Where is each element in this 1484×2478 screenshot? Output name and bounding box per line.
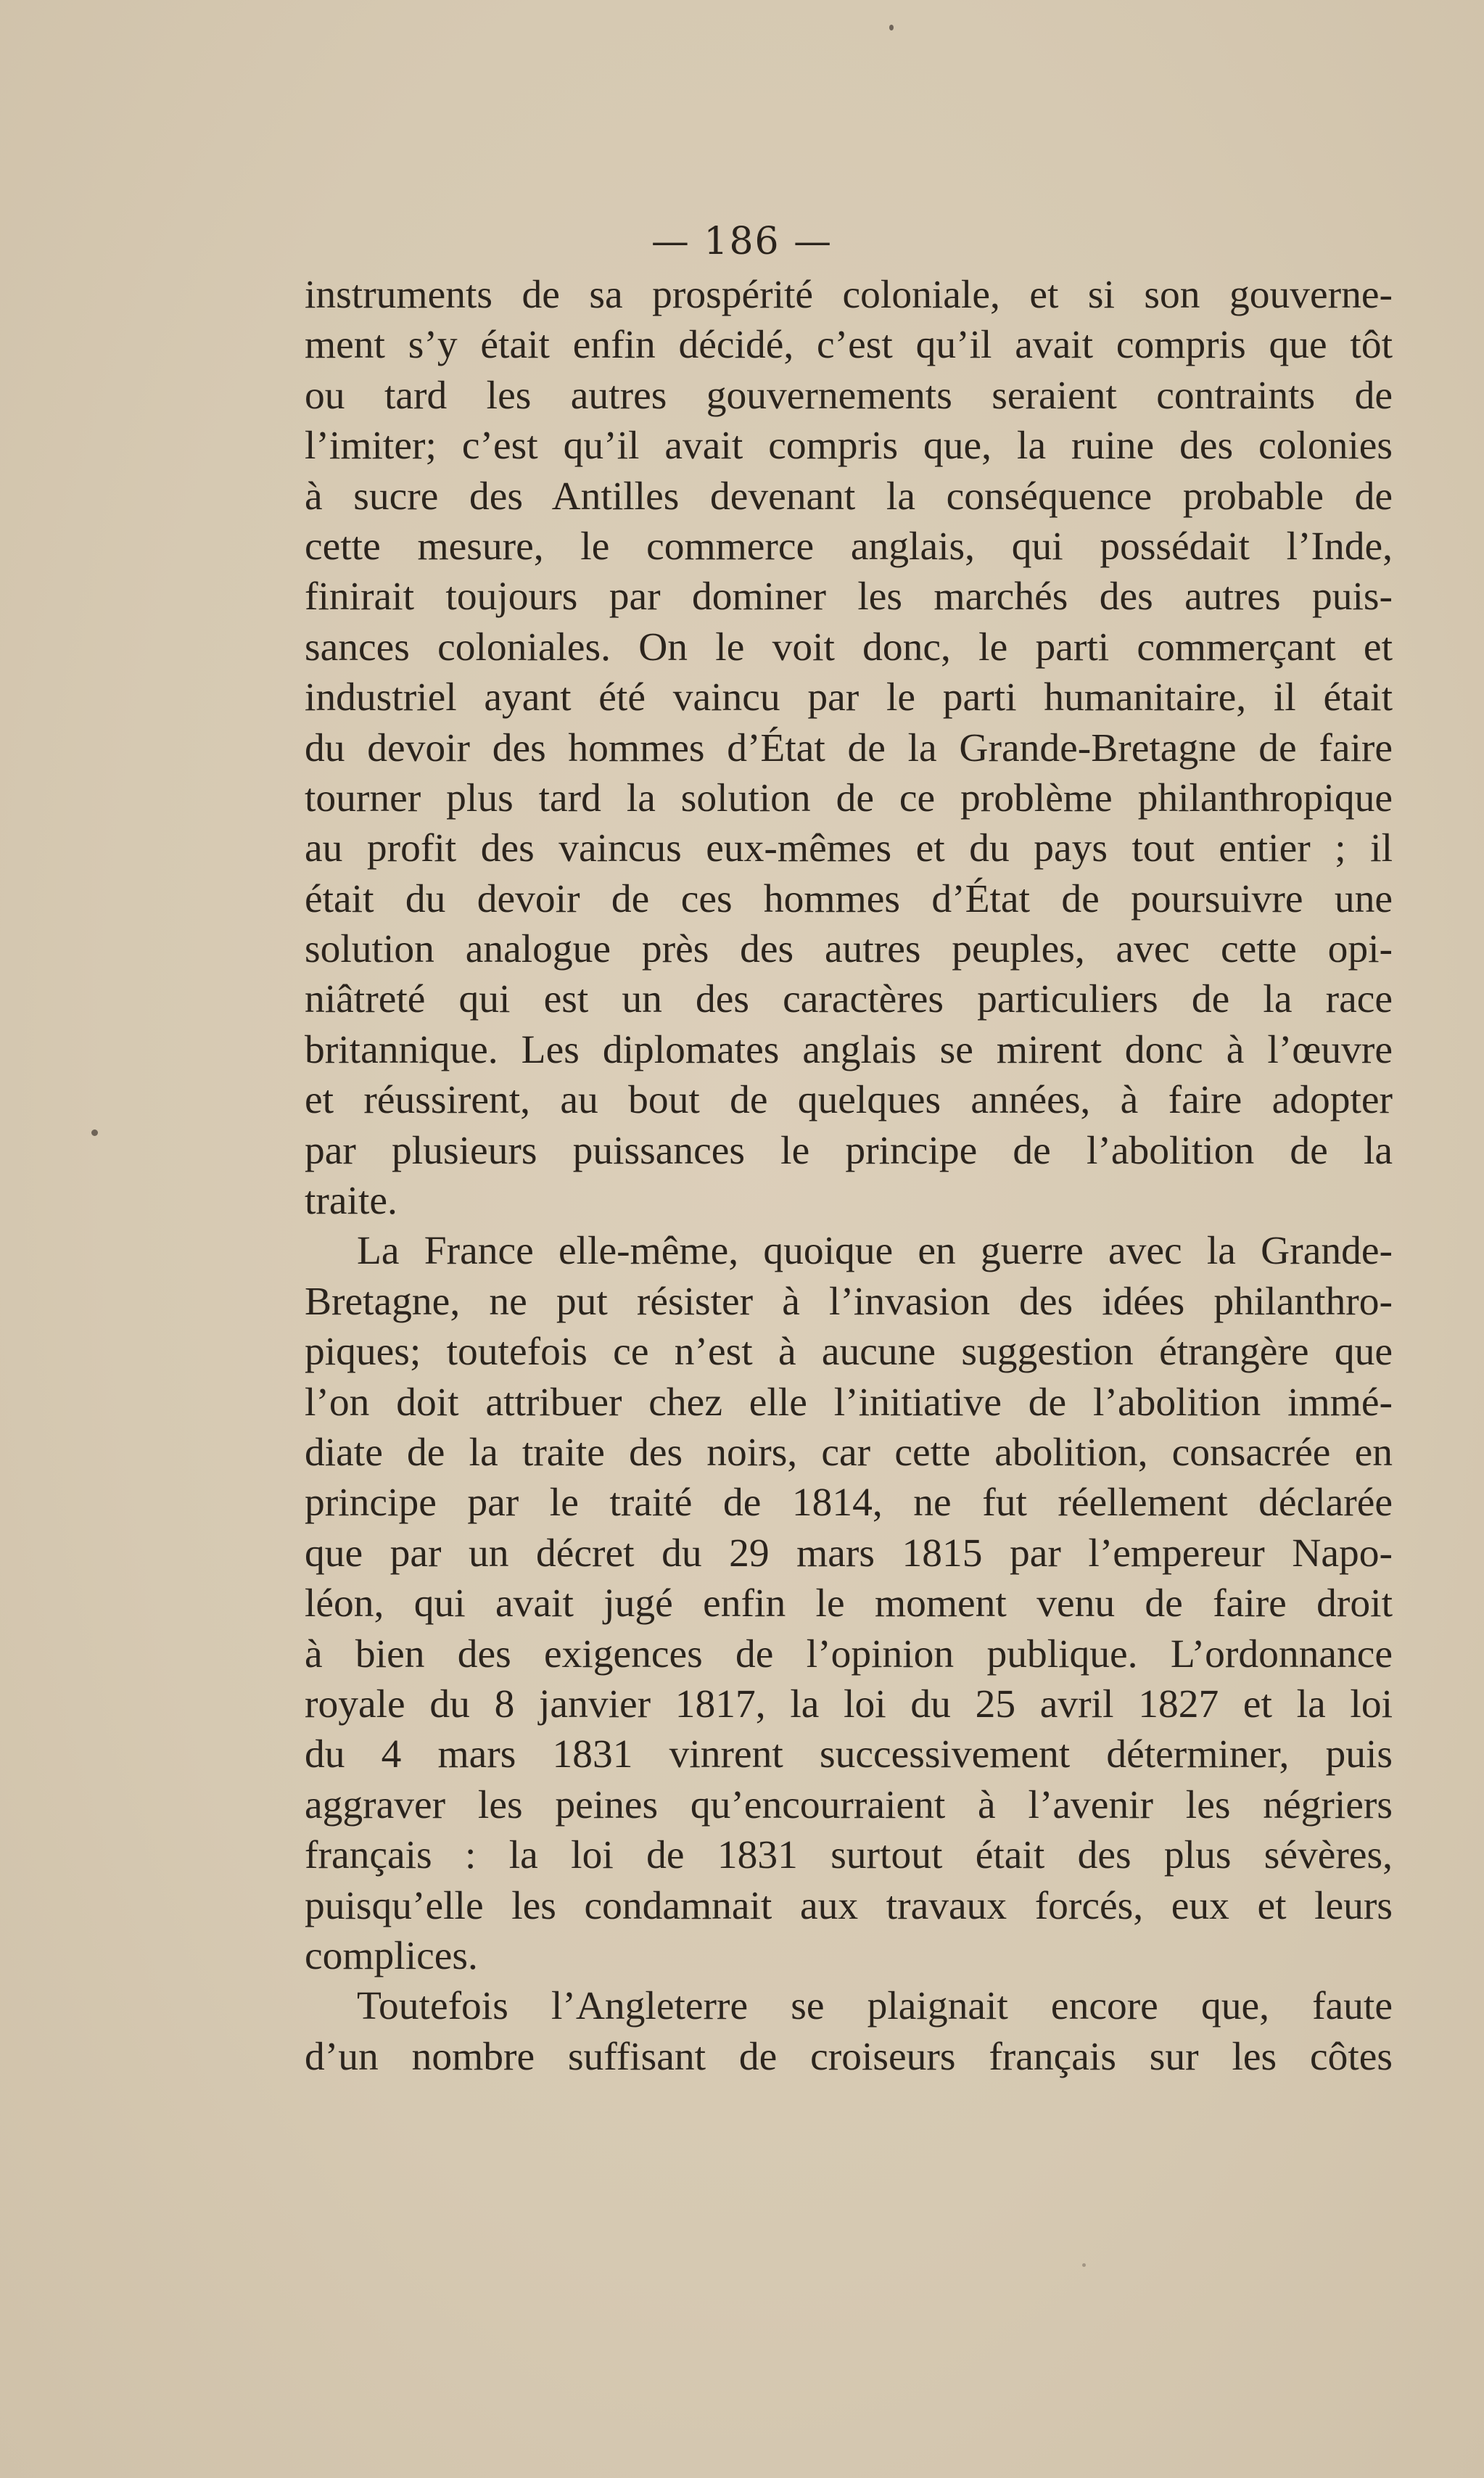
paper-speck xyxy=(889,25,894,30)
text-line: léon, qui avait jugé enfin le moment venu de faire droit xyxy=(305,1581,1393,1626)
text-line: l’imiter; c’est qu’il avait compris que, la ruine des colonies xyxy=(305,424,1393,469)
text-line: ment s’y était enfin décidé, c’est qu’il avait compris que tôt xyxy=(305,323,1393,368)
page-number: — 186 — xyxy=(651,220,833,263)
text-line: principe par le traité de 1814, ne fut réellement déclarée xyxy=(305,1481,1393,1526)
text-line: et réussirent, au bout de quelques années, à faire adopter xyxy=(305,1078,1393,1123)
text-line: niâtreté qui est un des caractères particuliers de la race xyxy=(305,977,1393,1022)
text-line: du devoir des hommes d’État de la Grande-Bretagne de faire xyxy=(305,725,1393,770)
text-line: Toutefois l’Angleterre se plaignait encore que, faute xyxy=(357,1984,1393,2029)
text-line: aggraver les peines qu’encourraient à l’avenir les négriers xyxy=(305,1782,1393,1827)
text-line: diate de la traite des noirs, car cette abolition, consacrée en xyxy=(305,1430,1393,1475)
text-line: solution analogue près des autres peuples, avec cette opi- xyxy=(305,927,1393,972)
text-line: d’un nombre suffisant de croiseurs français sur les côtes xyxy=(305,2034,1393,2079)
text-line: par plusieurs puissances le principe de l’abolition de la xyxy=(305,1128,1393,1173)
text-line: à bien des exigences de l’opinion publique. L’ordonnance xyxy=(305,1631,1393,1676)
text-line: piques; toutefois ce n’est à aucune suggestion étrangère que xyxy=(305,1330,1393,1375)
text-line: britannique. Les diplomates anglais se mirent donc à l’œuvre xyxy=(305,1027,1393,1072)
text-line: à sucre des Antilles devenant la conséquence probable de xyxy=(305,474,1393,519)
text-line: industriel ayant été vaincu par le parti humanitaire, il était xyxy=(305,675,1393,720)
text-line: ou tard les autres gouvernements seraient contraints de xyxy=(305,373,1393,418)
text-line: sances coloniales. On le voit donc, le parti commerçant et xyxy=(305,625,1393,670)
text-line: français : la loi de 1831 surtout était des plus sévères, xyxy=(305,1833,1393,1878)
text-line: traite. xyxy=(305,1179,397,1224)
text-line: Bretagne, ne put résister à l’invasion des idées philanthro- xyxy=(305,1279,1393,1324)
text-line: finirait toujours par dominer les marchés des autres puis- xyxy=(305,575,1393,620)
text-line: cette mesure, le commerce anglais, qui possédait l’Inde, xyxy=(305,524,1393,569)
text-line: l’on doit attribuer chez elle l’initiative de l’abolition immé- xyxy=(305,1380,1393,1425)
paper-speck xyxy=(1082,2263,1086,2267)
text-line: du 4 mars 1831 vinrent successivement déterminer, puis xyxy=(305,1732,1393,1777)
text-line: était du devoir de ces hommes d’État de poursuivre une xyxy=(305,876,1393,921)
text-line: puisqu’elle les condamnait aux travaux forcés, eux et leurs xyxy=(305,1883,1393,1928)
text-line: au profit des vaincus eux-mêmes et du pays tout entier ; il xyxy=(305,826,1393,871)
body-text xyxy=(305,270,1393,2082)
paper-speck xyxy=(91,1129,98,1136)
text-line: instruments de sa prospérité coloniale, et si son gouverne- xyxy=(305,273,1393,317)
text-line: tourner plus tard la solution de ce problème philanthropique xyxy=(305,775,1393,820)
text-line: que par un décret du 29 mars 1815 par l’empereur Napo- xyxy=(305,1531,1393,1576)
text-line: royale du 8 janvier 1817, la loi du 25 avril 1827 et la loi xyxy=(305,1682,1393,1726)
text-line: La France elle-même, quoique en guerre avec la Grande- xyxy=(357,1229,1393,1274)
text-line: complices. xyxy=(305,1933,478,1978)
